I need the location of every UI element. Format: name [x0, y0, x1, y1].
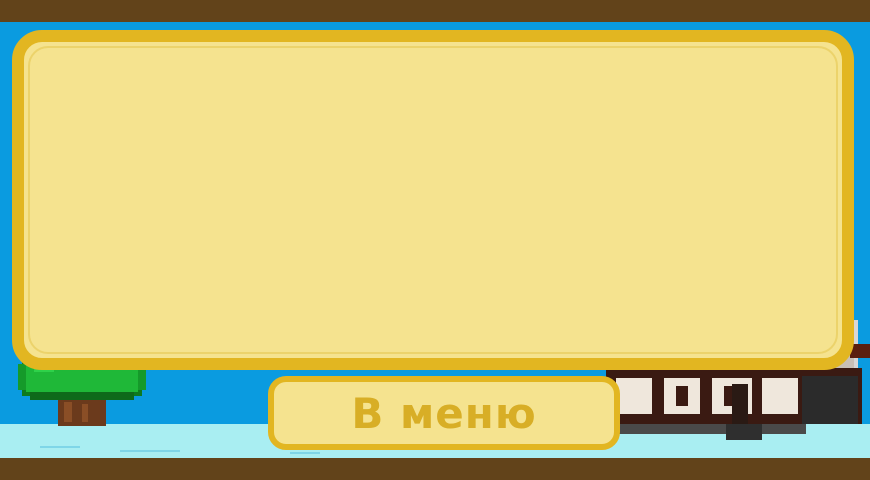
bottom-frame-bar: [0, 458, 870, 480]
menu-button-label: В меню: [351, 388, 537, 438]
dialog-panel: [12, 30, 854, 370]
top-frame-bar: [0, 0, 870, 22]
menu-button[interactable]: [268, 376, 620, 450]
